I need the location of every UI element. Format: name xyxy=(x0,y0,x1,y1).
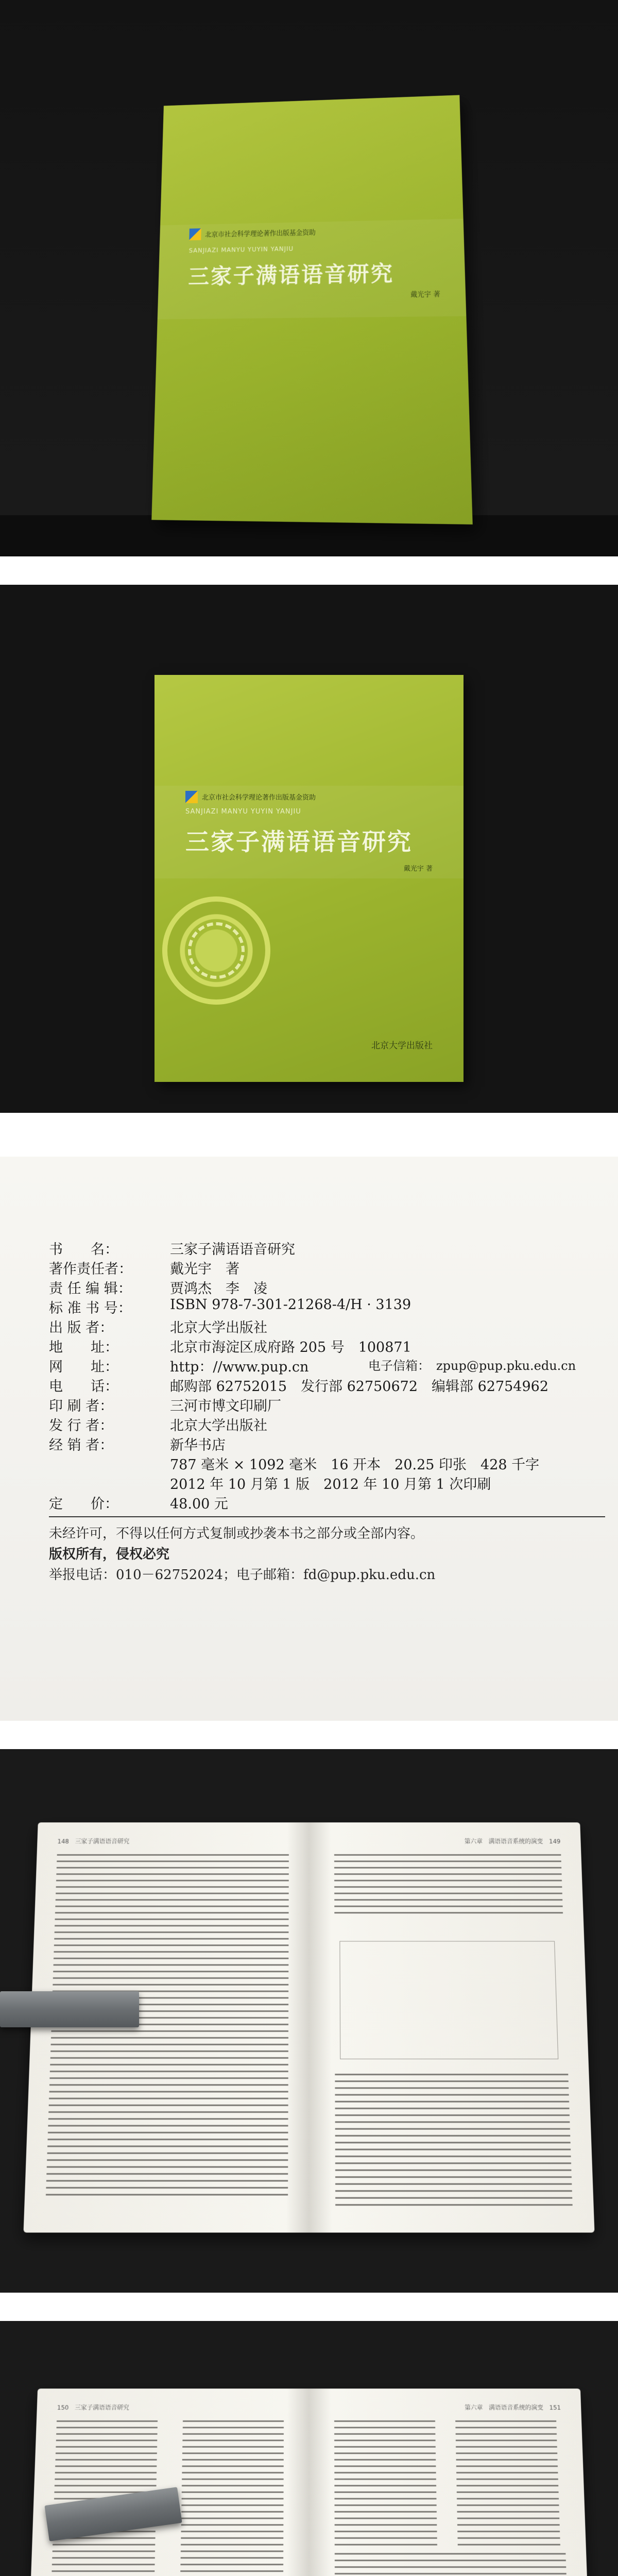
book-spread xyxy=(24,1822,595,2232)
book-title: 三家子满语语音研究 xyxy=(188,261,394,289)
copyright-label: 印 刷 者： xyxy=(49,1398,114,1414)
divider xyxy=(0,2293,618,2321)
copyright-value: 787 毫米 × 1092 毫米 16 开本 20.25 印张 428 千字 xyxy=(170,1457,540,1473)
series-logo-icon xyxy=(185,791,198,803)
copyright-row xyxy=(49,1395,597,1414)
copyright-label: 电 话： xyxy=(49,1379,118,1395)
copyright-label: 网 址： xyxy=(49,1359,118,1375)
notice-line: 未经许可，不得以任何方式复制或抄袭本书之部分或全部内容。 xyxy=(49,1526,424,1541)
copyright-row xyxy=(49,1297,597,1316)
copyright-label: 出 版 者： xyxy=(49,1320,114,1336)
copyright-value: 北京大学出版社 xyxy=(170,1320,267,1336)
copyright-value: 贾鸿杰 李 凌 xyxy=(170,1281,267,1297)
title-pinyin: SANJIAZI MANYU YUYIN YANJIU xyxy=(185,808,301,816)
series-line: 北京市社会科学理论著作出版基金资助 xyxy=(202,794,316,802)
notice-line: 版权所有，侵权必究 xyxy=(49,1547,170,1562)
author: 戴光宇 著 xyxy=(403,865,433,873)
left-page-header: 148 三家子满语语音研究 xyxy=(57,1838,130,1845)
copyright-value: 三家子满语语音研究 xyxy=(170,1242,295,1258)
copyright-row xyxy=(49,1375,597,1395)
copyright-rows xyxy=(49,1238,597,1512)
divider xyxy=(0,556,618,585)
copyright-label: 责 任 编 辑： xyxy=(49,1281,132,1297)
copyright-value: 三河市博文印刷厂 xyxy=(170,1398,281,1414)
photo-copyright-page xyxy=(0,1157,618,1721)
right-page-text-lower xyxy=(335,2074,573,2211)
copyright-row xyxy=(49,1414,597,1434)
phoneme-table xyxy=(339,1941,558,2059)
left-page-header: 150 三家子满语语音研究 xyxy=(57,2404,129,2411)
copyright-row xyxy=(49,1336,597,1355)
copyright-label: 地 址： xyxy=(49,1340,118,1355)
left-page-text xyxy=(46,1854,289,2201)
book-front-cover xyxy=(151,95,473,524)
right-page-header: 第六章 满语语音系统的演变 149 xyxy=(464,1838,561,1845)
copyright-row xyxy=(49,1493,597,1512)
left-page-word-list-2 xyxy=(180,2420,284,2576)
copyright-row xyxy=(49,1355,597,1375)
right-page-word-list xyxy=(334,2420,437,2550)
copyright-label: 书 名： xyxy=(49,1242,118,1258)
copyright-row xyxy=(49,1316,597,1336)
copyright-label: 发 行 者： xyxy=(49,1418,114,1434)
copyright-row xyxy=(49,1453,597,1473)
series-line: 北京市社会科学理论著作出版基金资助 xyxy=(205,229,316,239)
right-page-text xyxy=(334,1854,563,1919)
photo-front-cover-flat xyxy=(0,585,618,1113)
copyright-value: 北京市海淀区成府路 205 号 100871 xyxy=(170,1340,411,1355)
copyright-row xyxy=(49,1277,597,1297)
metal-weight xyxy=(0,1991,139,2027)
right-page-word-list-2 xyxy=(455,2420,560,2550)
copyright-row xyxy=(49,1258,597,1277)
copyright-extra: 电子信箱： zpup@pup.pku.edu.cn xyxy=(368,1359,576,1373)
ornament-medallion xyxy=(162,896,270,1005)
copyright-value: 邮购部 62752015 发行部 62750672 编辑部 62754962 xyxy=(170,1379,549,1395)
copyright-label: 定 价： xyxy=(49,1496,118,1512)
book-title: 三家子满语语音研究 xyxy=(185,828,413,856)
copyright-value: ISBN 978-7-301-21268-4/H · 3139 xyxy=(170,1297,411,1313)
copyright-label: 经 销 者： xyxy=(49,1437,114,1453)
copyright-value: http：//www.pup.cn xyxy=(170,1359,309,1375)
series-logo-icon xyxy=(189,228,201,240)
notice-line: 举报电话：010－62752024；电子邮箱：fd@pup.pku.edu.cn xyxy=(49,1567,436,1583)
copyright-notice xyxy=(49,1523,597,1585)
copyright-value: 新华书店 xyxy=(170,1437,226,1453)
photo-open-spread-1 xyxy=(0,1749,618,2293)
author: 戴光宇 著 xyxy=(410,290,440,299)
copyright-row xyxy=(49,1434,597,1453)
copyright-value: 北京大学出版社 xyxy=(170,1418,267,1434)
photo-open-spread-2 xyxy=(0,2321,618,2576)
divider xyxy=(0,1113,618,1157)
right-page-text xyxy=(335,2553,573,2576)
title-pinyin: SANJIAZI MANYU YUYIN YANJIU xyxy=(188,245,294,255)
divider xyxy=(0,1721,618,1749)
copyright-label: 标 准 书 号： xyxy=(49,1300,132,1316)
copyright-label: 著作责任者： xyxy=(49,1261,132,1277)
right-page-header: 第六章 满语语音系统的演变 151 xyxy=(465,2404,561,2411)
copyright-rule xyxy=(49,1516,605,1517)
book-spread xyxy=(24,2388,594,2576)
publisher-logo: 北京大学出版社 xyxy=(371,1041,433,1051)
copyright-value: 2012 年 10 月第 1 版 2012 年 10 月第 1 次印刷 xyxy=(170,1477,491,1493)
copyright-value: 48.00 元 xyxy=(170,1496,228,1512)
copyright-row xyxy=(49,1473,597,1493)
photo-front-cover-angled xyxy=(0,0,618,556)
copyright-value: 戴光宇 著 xyxy=(170,1261,239,1277)
copyright-row xyxy=(49,1238,597,1258)
book-front-cover xyxy=(154,675,464,1082)
